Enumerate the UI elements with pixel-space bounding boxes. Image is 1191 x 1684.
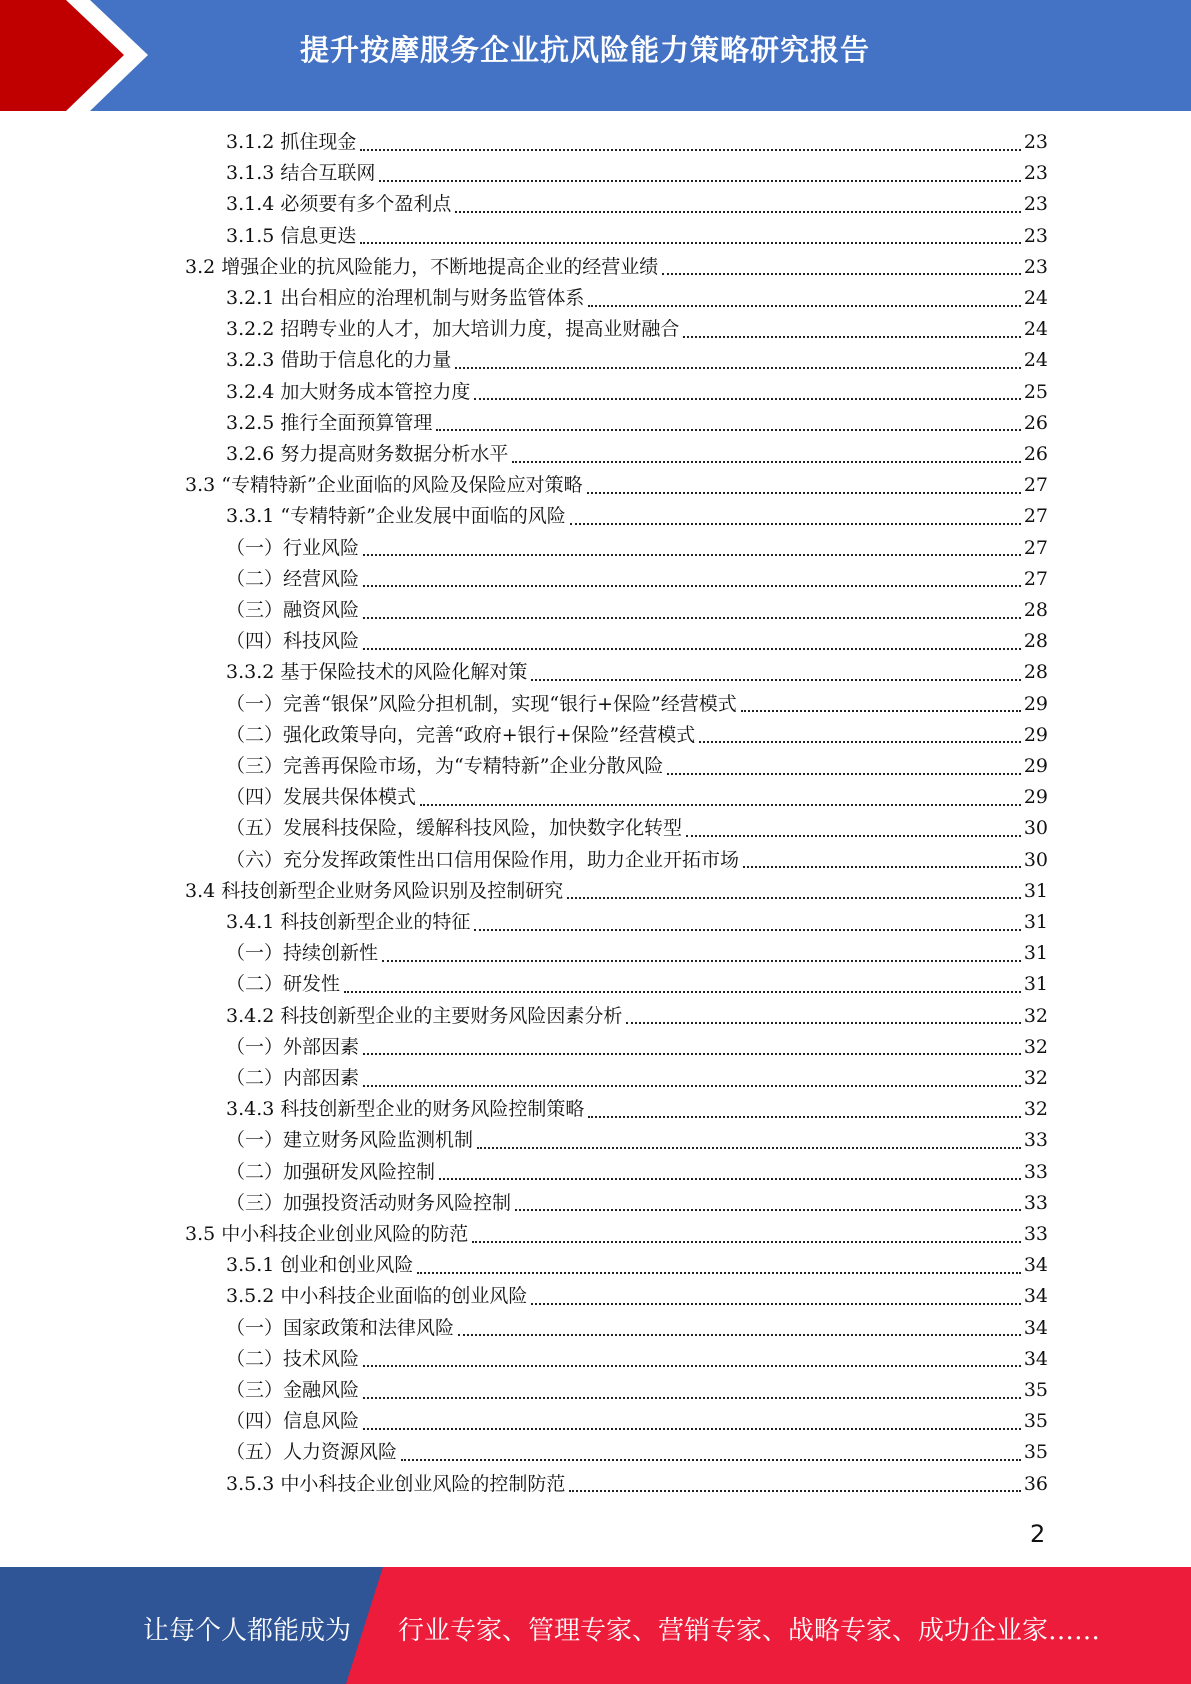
- toc-entry[interactable]: [226, 938, 1048, 969]
- footer-slogan-right: 行业专家、管理专家、营销专家、战略专家、成功企业家……: [398, 1616, 1101, 1646]
- toc-dot-leader: [472, 1241, 1021, 1243]
- toc-entry-title: 3.2.2 招聘专业的人才，加大培训力度，提高业财融合: [226, 318, 680, 341]
- toc-dot-leader: [662, 273, 1021, 275]
- toc-entry-title: （三）融资风险: [226, 599, 360, 621]
- toc-entry[interactable]: [226, 689, 1048, 720]
- toc-entry-title: （四）科技风险: [226, 630, 360, 653]
- toc-entry-title: （三）加强投资活动财务风险控制: [226, 1191, 512, 1214]
- chevron-arrow-icon: [0, 0, 160, 111]
- toc-entry[interactable]: [226, 657, 1048, 688]
- toc-entry-page: 33: [1023, 1223, 1048, 1245]
- toc-entry-page: 33: [1023, 1191, 1048, 1214]
- toc-entry-title: 3.2.3 借助于信息化的力量: [226, 349, 452, 372]
- toc-entry-page: 27: [1023, 505, 1048, 528]
- toc-entry-page: 31: [1023, 973, 1048, 996]
- toc-entry-title: （二）经营风险: [226, 567, 360, 590]
- toc-entry-page: 23: [1023, 255, 1048, 278]
- toc-entry[interactable]: [226, 1406, 1048, 1437]
- toc-entry[interactable]: [226, 1437, 1048, 1468]
- toc-entry-page: 35: [1023, 1379, 1048, 1401]
- toc-entry-page: 35: [1023, 1441, 1048, 1464]
- toc-entry[interactable]: [226, 1063, 1048, 1094]
- toc-entry-page: 30: [1023, 848, 1048, 871]
- toc-dot-leader: [401, 1459, 1021, 1461]
- toc-dot-leader: [699, 741, 1021, 743]
- toc-dot-leader: [363, 1365, 1021, 1367]
- toc-entry[interactable]: [226, 377, 1048, 408]
- toc-entry[interactable]: [226, 720, 1048, 751]
- toc-dot-leader: [741, 710, 1021, 712]
- toc-entry-title: 3.2 增强企业的抗风险能力，不断地提高企业的经营业绩: [185, 255, 659, 278]
- header-bar: [0, 0, 1191, 111]
- toc-entry[interactable]: [226, 283, 1048, 314]
- toc-entry-title: （二）内部因素: [226, 1067, 360, 1089]
- toc-entry[interactable]: [226, 813, 1048, 844]
- toc-entry-title: （一）国家政策和法律风险: [226, 1316, 455, 1339]
- toc-entry-title: 3.5.2 中小科技企业面临的创业风险: [226, 1285, 528, 1308]
- toc-entry-page: 24: [1023, 349, 1048, 372]
- toc-dot-leader: [570, 523, 1021, 525]
- toc-entry[interactable]: [226, 626, 1048, 657]
- toc-entry[interactable]: [226, 1375, 1048, 1406]
- toc-entry-page: 24: [1023, 287, 1048, 309]
- toc-entry-title: 3.5.1 创业和创业风险: [226, 1254, 414, 1277]
- toc-entry-title: （三）完善再保险市场，为“专精特新”企业分散风险: [226, 755, 664, 777]
- toc-entry[interactable]: [226, 1094, 1048, 1125]
- toc-entry[interactable]: [226, 1032, 1048, 1063]
- toc-dot-leader: [531, 679, 1020, 681]
- toc-entry-title: 3.3.1 “专精特新”企业发展中面临的风险: [226, 505, 566, 528]
- toc-entry-title: （一）外部因素: [226, 1035, 360, 1058]
- toc-entry-title: （四）信息风险: [226, 1410, 360, 1433]
- toc-entry[interactable]: [226, 782, 1048, 813]
- toc-entry[interactable]: [226, 189, 1048, 220]
- toc-entry-page: 26: [1023, 443, 1048, 465]
- toc-entry[interactable]: [226, 221, 1048, 252]
- toc-dot-leader: [474, 398, 1020, 400]
- toc-entry[interactable]: [226, 158, 1048, 189]
- toc-entry-title: （一）持续创新性: [226, 942, 379, 965]
- toc-entry[interactable]: [226, 1250, 1048, 1281]
- toc-entry-page: 23: [1023, 193, 1048, 216]
- toc-dot-leader: [569, 1490, 1020, 1492]
- toc-entry[interactable]: [226, 1001, 1048, 1032]
- toc-entry[interactable]: [226, 969, 1048, 1000]
- toc-dot-leader: [455, 211, 1020, 213]
- toc-dot-leader: [439, 1178, 1021, 1180]
- toc-entry-page: 28: [1023, 630, 1048, 653]
- toc-entry-page: 32: [1023, 1004, 1048, 1027]
- toc-entry[interactable]: [226, 751, 1048, 782]
- toc-entry-title: 3.3 “专精特新”企业面临的风险及保险应对策略: [185, 474, 583, 497]
- toc-entry[interactable]: [226, 1188, 1048, 1219]
- toc-dot-leader: [363, 1397, 1021, 1399]
- toc-entry[interactable]: [226, 533, 1048, 564]
- toc-entry-title: （二）研发性: [226, 973, 341, 996]
- toc-entry[interactable]: [226, 345, 1048, 376]
- toc-entry-page: 31: [1023, 942, 1048, 965]
- footer-banner: [0, 1567, 1191, 1684]
- toc-entry-title: 3.1.3 结合互联网: [226, 162, 376, 185]
- toc-entry-page: 25: [1023, 380, 1048, 403]
- toc-entry-page: 30: [1023, 817, 1048, 840]
- toc-entry-page: 34: [1023, 1347, 1048, 1370]
- toc-entry-title: 3.4.2 科技创新型企业的主要财务风险因素分析: [226, 1004, 623, 1027]
- toc-dot-leader: [512, 461, 1020, 463]
- toc-entry[interactable]: [185, 252, 1048, 283]
- toc-entry[interactable]: [226, 595, 1048, 626]
- toc-dot-leader: [587, 492, 1021, 494]
- toc-entry[interactable]: [185, 876, 1048, 907]
- toc-entry-title: 3.2.1 出台相应的治理机制与财务监管体系: [226, 287, 585, 309]
- toc-entry-page: 28: [1023, 599, 1048, 621]
- toc-entry[interactable]: [185, 1219, 1048, 1250]
- toc-entry-title: 3.5.3 中小科技企业创业风险的控制防范: [226, 1472, 566, 1495]
- toc-dot-leader: [477, 1147, 1021, 1149]
- footer-slogan-left: 让每个人都能成为: [143, 1616, 352, 1646]
- toc-entry-page: 23: [1023, 162, 1048, 185]
- report-title: 提升按摩服务企业抗风险能力策略研究报告: [300, 33, 871, 67]
- toc-dot-leader: [458, 1334, 1021, 1336]
- toc-entry-title: （一）建立财务风险监测机制: [226, 1129, 474, 1152]
- toc-entry[interactable]: [226, 439, 1048, 470]
- toc-dot-leader: [363, 617, 1021, 619]
- toc-dot-leader: [686, 835, 1021, 837]
- toc-entry-page: 33: [1023, 1129, 1048, 1152]
- toc-entry-title: 3.1.5 信息更迭: [226, 224, 357, 247]
- toc-dot-leader: [420, 804, 1021, 806]
- toc-entry-title: 3.4 科技创新型企业财务风险识别及控制研究: [185, 879, 564, 902]
- toc-entry-title: 3.5 中小科技企业创业风险的防范: [185, 1223, 469, 1245]
- toc-dot-leader: [363, 1428, 1021, 1430]
- toc-dot-leader: [667, 773, 1020, 775]
- toc-entry[interactable]: [226, 1157, 1048, 1188]
- toc-entry-page: 31: [1023, 911, 1048, 933]
- toc-entry[interactable]: [226, 501, 1048, 532]
- page-number: 2: [1030, 1520, 1046, 1548]
- toc-entry-page: 34: [1023, 1285, 1048, 1308]
- toc-entry-page: 28: [1023, 661, 1048, 684]
- toc-entry-page: 33: [1023, 1160, 1048, 1183]
- toc-entry[interactable]: [226, 408, 1048, 439]
- toc-dot-leader: [363, 1053, 1021, 1055]
- toc-dot-leader: [360, 149, 1020, 151]
- toc-entry-page: 24: [1023, 318, 1048, 341]
- toc-entry-page: 29: [1023, 755, 1048, 777]
- toc-dot-leader: [363, 554, 1021, 556]
- toc-entry-title: （二）技术风险: [226, 1347, 360, 1370]
- toc-entry-page: 34: [1023, 1316, 1048, 1339]
- toc-entry-page: 29: [1023, 692, 1048, 715]
- toc-dot-leader: [363, 648, 1021, 650]
- toc-entry-page: 36: [1023, 1472, 1048, 1495]
- toc-entry[interactable]: [226, 907, 1048, 938]
- toc-entry-title: （四）发展共保体模式: [226, 786, 417, 809]
- toc-entry[interactable]: [185, 470, 1048, 501]
- toc-entry-title: 3.2.6 努力提高财务数据分析水平: [226, 443, 509, 465]
- toc-dot-leader: [515, 1209, 1021, 1211]
- toc-entry[interactable]: [226, 1469, 1048, 1500]
- toc-entry[interactable]: [226, 1281, 1048, 1312]
- toc-entry-page: 26: [1023, 411, 1048, 434]
- toc-entry-page: 35: [1023, 1410, 1048, 1433]
- toc-entry-title: 3.1.2 抓住现金: [226, 131, 357, 153]
- toc-entry[interactable]: [226, 1313, 1048, 1344]
- toc-entry-page: 27: [1023, 567, 1048, 590]
- toc-dot-leader: [474, 929, 1020, 931]
- toc-dot-leader: [743, 866, 1021, 868]
- toc-entry-page: 32: [1023, 1067, 1048, 1089]
- toc-entry-title: （二）加强研发风险控制: [226, 1160, 436, 1183]
- toc-entry[interactable]: [226, 1125, 1048, 1156]
- toc-dot-leader: [626, 1022, 1020, 1024]
- toc-entry-title: 3.2.4 加大财务成本管控力度: [226, 380, 471, 403]
- toc-dot-leader: [382, 960, 1021, 962]
- toc-dot-leader: [436, 429, 1020, 431]
- toc-entry[interactable]: [226, 1344, 1048, 1375]
- toc-entry-title: 3.1.4 必须要有多个盈利点: [226, 193, 452, 216]
- toc-dot-leader: [363, 1085, 1021, 1087]
- toc-entry-page: 31: [1023, 879, 1048, 902]
- toc-dot-leader: [588, 1116, 1020, 1118]
- toc-entry-page: 23: [1023, 131, 1048, 153]
- toc-entry-title: （一）行业风险: [226, 536, 360, 559]
- toc-dot-leader: [417, 1272, 1020, 1274]
- toc-entry-page: 32: [1023, 1035, 1048, 1058]
- toc-dot-leader: [567, 897, 1021, 899]
- toc-entry[interactable]: [226, 314, 1048, 345]
- toc-dot-leader: [683, 336, 1020, 338]
- toc-entry-title: （五）发展科技保险，缓解科技风险，加快数字化转型: [226, 817, 683, 840]
- toc-entry-page: 29: [1023, 786, 1048, 809]
- toc-entry-title: 3.4.3 科技创新型企业的财务风险控制策略: [226, 1098, 585, 1121]
- toc-entry[interactable]: [226, 127, 1048, 158]
- toc-dot-leader: [588, 305, 1020, 307]
- toc-dot-leader: [360, 242, 1020, 244]
- toc-entry-page: 23: [1023, 224, 1048, 247]
- toc-entry[interactable]: [226, 845, 1048, 876]
- toc-entry-page: 27: [1023, 474, 1048, 497]
- toc-entry-page: 34: [1023, 1254, 1048, 1277]
- toc-entry-page: 29: [1023, 723, 1048, 746]
- toc-dot-leader: [344, 991, 1021, 993]
- toc-entry-title: （五）人力资源风险: [226, 1441, 398, 1464]
- toc-dot-leader: [531, 1303, 1020, 1305]
- toc-dot-leader: [455, 367, 1020, 369]
- toc-entry-page: 32: [1023, 1098, 1048, 1121]
- toc-dot-leader: [363, 585, 1021, 587]
- toc-entry-title: （三）金融风险: [226, 1379, 360, 1401]
- toc-entry[interactable]: [226, 564, 1048, 595]
- toc-entry-title: 3.3.2 基于保险技术的风险化解对策: [226, 661, 528, 684]
- toc-entry-title: （一）完善“银保”风险分担机制，实现“银行+保险”经营模式: [226, 692, 737, 715]
- toc-entry-page: 27: [1023, 536, 1048, 559]
- toc-entry-title: 3.4.1 科技创新型企业的特征: [226, 911, 471, 933]
- toc-entry-title: （二）强化政策导向，完善“政府+银行+保险”经营模式: [226, 723, 696, 746]
- toc-entry-title: 3.2.5 推行全面预算管理: [226, 411, 433, 434]
- toc-dot-leader: [379, 180, 1020, 182]
- toc-entry-title: （六）充分发挥政策性出口信用保险作用，助力企业开拓市场: [226, 848, 740, 871]
